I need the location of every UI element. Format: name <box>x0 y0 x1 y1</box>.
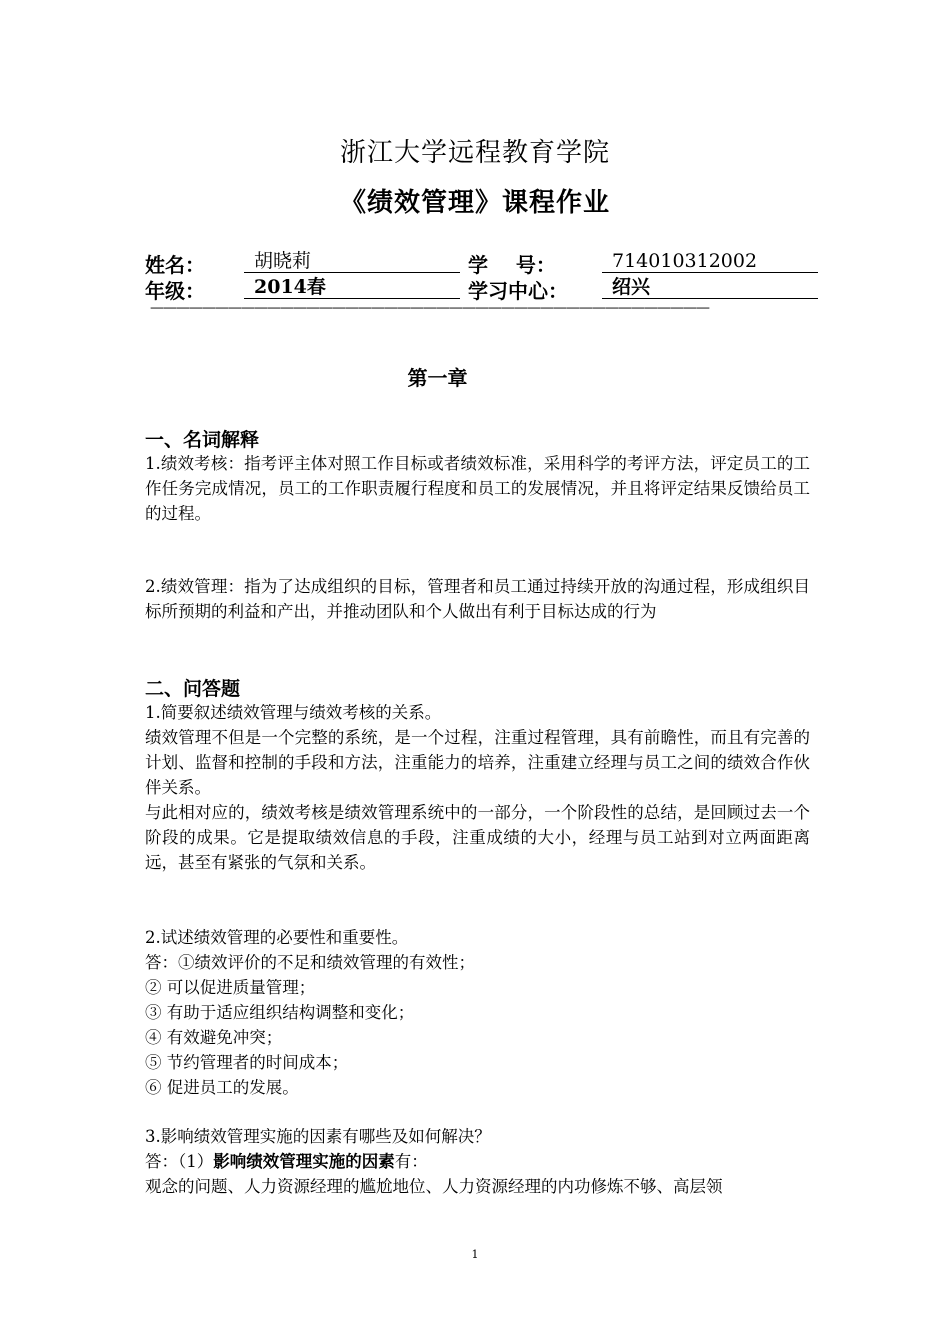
name-label: 姓名： <box>145 253 205 277</box>
name-value: 胡晓莉 <box>244 249 460 273</box>
institution-title: 浙江大学远程教育学院 <box>339 138 610 168</box>
section2-heading: 二、问答题 <box>145 678 241 700</box>
answer-2-item-6: ⑥ 促进员工的发展。 <box>145 1078 299 1097</box>
question-3: 3.影响绩效管理实施的因素有哪些及如何解决？ <box>145 1127 491 1146</box>
question-1: 1.简要叙述绩效管理与绩效考核的关系。 <box>145 703 442 722</box>
question-2: 2.试述绩效管理的必要性和重要性。 <box>145 928 409 947</box>
answer-2-item-5: ⑤ 节约管理者的时间成本； <box>145 1053 349 1072</box>
term-definition-2: 2.绩效管理：指为了达成组织的目标，管理者和员工通过持续开放的沟通过程，形成组织目标所预期的利益和产出，并推动团队和个人做出有利于目标达成的行为 <box>145 577 810 621</box>
grade-label: 年级： <box>145 279 205 303</box>
grade-value: 2014春 <box>244 275 460 299</box>
term-definition-1: 1.绩效考核：指考评主体对照工作目标或者绩效标准，采用科学的考评方法，评定员工的工作任务完成情况，员工的工作职责履行程度和员工的发展情况，并且将评定结果反馈给员工的过程。 <box>145 454 810 523</box>
study-center-value: 绍兴 <box>602 275 818 299</box>
answer-2-item-1: 答：①绩效评价的不足和绩效管理的有效性； <box>145 953 475 972</box>
answer-3-bold-phrase: 影响绩效管理实施的因素 <box>213 1152 395 1171</box>
section1-heading: 一、名词解释 <box>145 429 260 451</box>
student-id-label: 学 号： <box>468 253 556 277</box>
answer-1-paragraph-1: 绩效管理不但是一个完整的系统，是一个过程，注重过程管理，具有前瞻性，而且有完善的计划、监督和控制的手段和方法，注重能力的培养，注重建立经理与员工之间的绩效合作伙伴关系。 <box>145 728 810 797</box>
answer-2-item-4: ④ 有效避免冲突； <box>145 1028 283 1047</box>
answer-2-item-3: ③ 有助于适应组织结构调整和变化； <box>145 1003 415 1022</box>
separator-line: ——————————————————————————————————————————— <box>150 300 709 316</box>
answer-3-suffix: 有： <box>394 1152 428 1171</box>
chapter-title: 第一章 <box>407 366 468 390</box>
answer-3-line: 观念的问题、人力资源经理的尴尬地位、人力资源经理的内功修炼不够、高层领 <box>145 1177 723 1196</box>
answer-2-item-2: ② 可以促进质量管理； <box>145 978 316 997</box>
answer-3-prefix: 答：（1） <box>145 1152 214 1171</box>
page-number: 1 <box>471 1248 479 1261</box>
study-center-label: 学习中心： <box>468 279 568 303</box>
answer-1-paragraph-2: 与此相对应的，绩效考核是绩效管理系统中的一部分，一个阶段性的总结，是回顾过去一个阶段的成果。它是提取绩效信息的手段，注重成绩的大小，经理与员工站到对立两面距离远，甚至有紧张的气氛和关系。 <box>145 803 810 872</box>
student-id-value: 714010312002 <box>602 249 818 273</box>
course-title: 《绩效管理》课程作业 <box>339 188 610 218</box>
answer-3-intro <box>145 1149 428 1174</box>
